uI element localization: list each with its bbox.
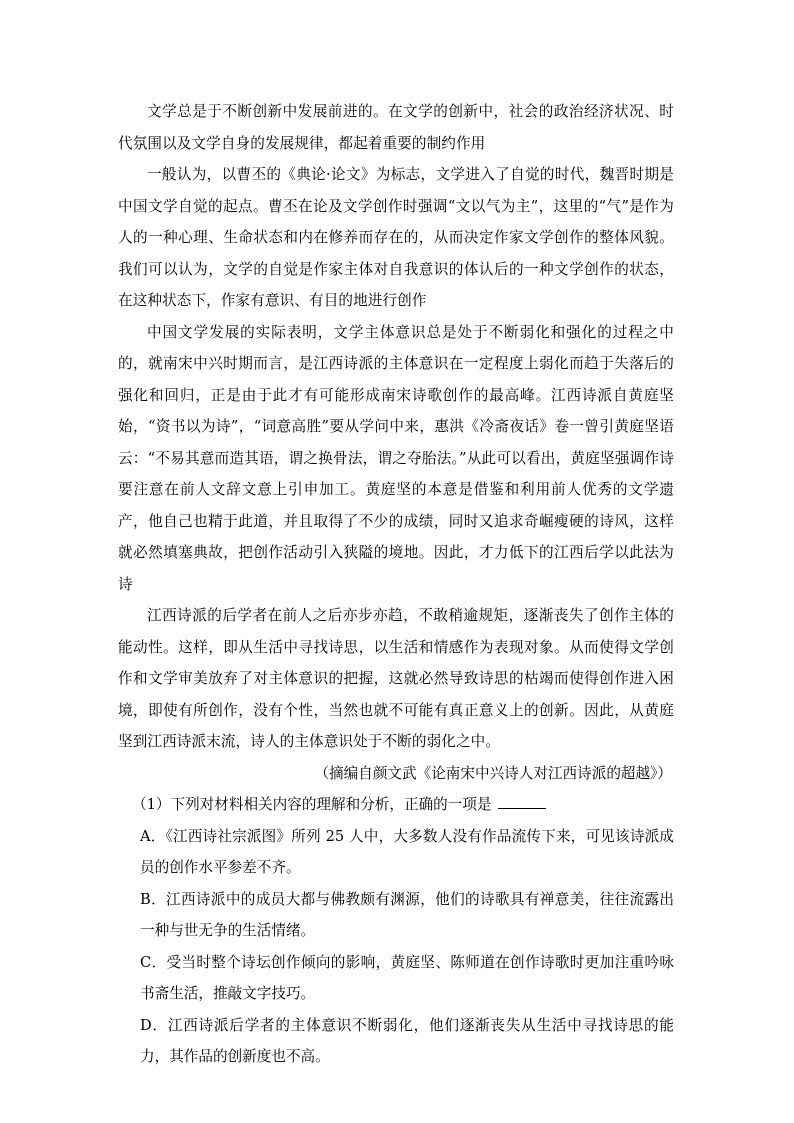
document-content bbox=[118, 96, 674, 1073]
passage-paragraph-3: 中国文学发展的实际表明，文学主体意识总是处于不断弱化和强化的过程之中的，就南宋中兴时期而言，是江西诗派的主体意识在一定程度上弱化而趋于失落后的强化和回归，正是由于此才有可能形成南宋诗歌创作的最高峰。江西诗派自黄庭坚始，“资书以为诗”，“词意高胜”要从学问中来，惠洪《冷斋夜话》卷一曾引黄庭坚语云：“不易其意而造其语，谓之换骨法，谓之夺胎法。”从此可以看出，黄庭坚强调作诗要注意在前人文辞文意上引申加工。黄庭坚的本意是借鉴和利用前人优秀的文学遗产，他自己也精于此道，并且取得了不少的成绩，同时又追求奇崛瘦硬的诗风，这样就必然填塞典故，把创作活动引入狭隘的境地。因此，才力低下的江西后学以此法为诗 bbox=[118, 323, 674, 593]
option-d: D．江西诗派后学者的主体意识不断弱化，他们逐渐丧失从生活中寻找诗思的能力，其作品的创新度也不高。 bbox=[140, 1016, 674, 1065]
option-c: C．受当时整个诗坛创作倾向的影响，黄庭坚、陈师道在创作诗歌时更加注重吟咏书斋生活，推敲文字技巧。 bbox=[140, 953, 674, 1002]
passage-paragraph-2: 一般认为，以曹丕的《典论·论文》为标志，文学进入了自觉的时代，魏晋时期是中国文学自觉的起点。曹丕在论及文学创作时强调“文以气为主”，这里的“气”是作为人的一种心理、生命状态和内在修养而存在的，从而决定作家文学创作的整体风貌。我们可以认为，文学的自觉是作家主体对自我意识的体认后的一种文学创作的状态，在这种状态下，作家有意识、有目的地进行创作 bbox=[118, 166, 674, 309]
answer-blank[interactable] bbox=[498, 794, 546, 809]
question-stem-line bbox=[118, 789, 674, 821]
question-stem: （1）下列对材料相关内容的理解和分析，正确的一项是 bbox=[132, 796, 492, 813]
option-a: A．《江西诗社宗派图》所列 25 人中，大多数人没有作品流传下来，可见该诗派成员的创作水平参差不齐。 bbox=[140, 827, 674, 876]
passage-source: （摘编自颜文武《论南宋中兴诗人对江西诗派的超越》） bbox=[314, 764, 672, 782]
passage-paragraph-4: 江西诗派的后学者在前人之后亦步亦趋，不敢稍逾规矩，逐渐丧失了创作主体的能动性。这样，即从生活中寻找诗思，以生活和情感作为表现对象。从而使得文学创作和文学审美放弃了对主体意识的把握，这就必然导致诗思的枯竭而使得创作进入困境，即使有所创作，没有个性，当然也就不可能有真正意义上的创新。因此，从黄庭坚到江西诗派末流，诗人的主体意识处于不断的弱化之中。 bbox=[118, 607, 674, 750]
option-b: B．江西诗派中的成员大都与佛教颇有渊源，他们的诗歌具有禅意美，往往流露出一种与世无争的生活情绪。 bbox=[140, 890, 674, 939]
passage-paragraph-1: 文学总是于不断创新中发展前进的。在文学的创新中，社会的政治经济状况、时代氛围以及文学自身的发展规律，都起着重要的制约作用 bbox=[118, 103, 674, 152]
